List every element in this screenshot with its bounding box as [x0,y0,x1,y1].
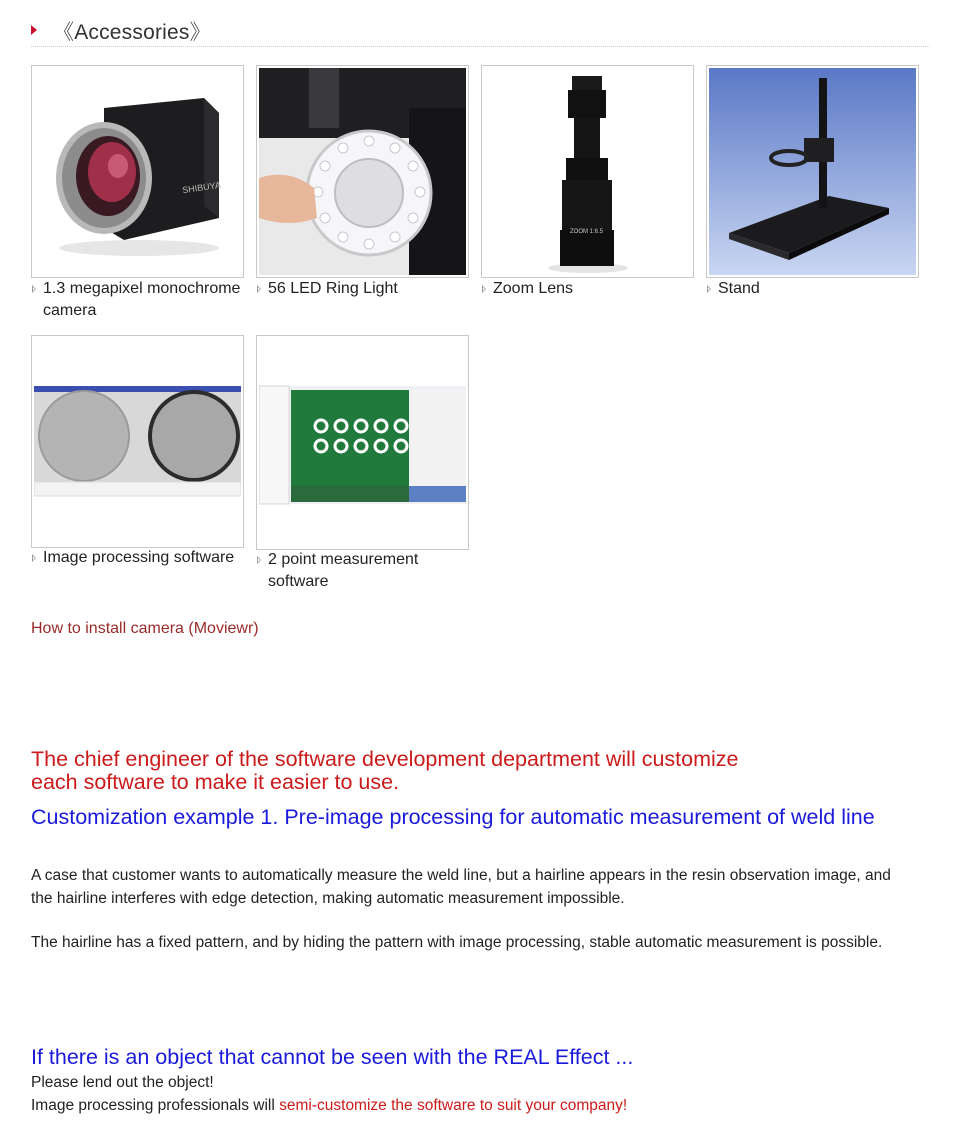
camera-photo[interactable] [31,65,244,278]
section-title: 《Accessories》 [53,21,211,44]
accessory-caption: Zoom Lens [481,278,694,300]
accessory-caption: Stand [706,278,919,300]
caption-bullet-icon [32,285,36,293]
cta-line-1: Please lend out the object! [31,1074,214,1091]
example-paragraph-1: A case that customer wants to automatically measure the weld line, but a hairline appears in the resin observation image, and the hairline interferes with edge detection, making automatic measurement impossible. [31,867,891,907]
zoom-lens-photo[interactable] [481,65,694,278]
software-screenshot[interactable] [31,335,244,548]
stand-photo[interactable] [706,65,919,278]
customize-heading: The chief engineer of the software development department will customize each software to make it easier to use. [31,747,739,794]
caption-bullet-icon [257,556,261,564]
measurement-software-screenshot[interactable] [256,335,469,550]
caption-bullet-icon [32,554,36,562]
caption-bullet-icon [257,285,261,293]
cta-line-2 [31,1094,911,1117]
install-camera-link[interactable]: How to install camera (Moviewr) [31,620,259,637]
caption-bullet-icon [482,285,486,293]
accessory-caption: 2 point measurement software [256,549,469,593]
example-paragraph-2: The hairline has a fixed pattern, and by hiding the pattern with image processing, stable automatic measurement is possible. [31,934,883,951]
arrow-bullet-icon [31,25,37,35]
accessory-caption: 1.3 megapixel monochrome camera [31,278,244,322]
svg-text:ZOOM 1:6.5: ZOOM 1:6.5 [570,229,604,235]
accessory-caption: Image processing software [31,547,244,569]
cta-line-2-prefix: Image processing professionals will [31,1097,280,1114]
example-heading: Customization example 1. Pre-image processing for automatic measurement of weld line [31,805,875,829]
section-header [31,14,930,47]
cta-highlight: semi-customize the software to suit your company! [279,1097,628,1114]
caption-bullet-icon [707,285,711,293]
cta-heading: If there is an object that cannot be seen with the REAL Effect ... [31,1045,634,1069]
ring-light-photo[interactable] [256,65,469,278]
accessory-caption: 56 LED Ring Light [256,278,469,300]
svg-text:SHIBUYA: SHIBUYA [181,179,222,196]
